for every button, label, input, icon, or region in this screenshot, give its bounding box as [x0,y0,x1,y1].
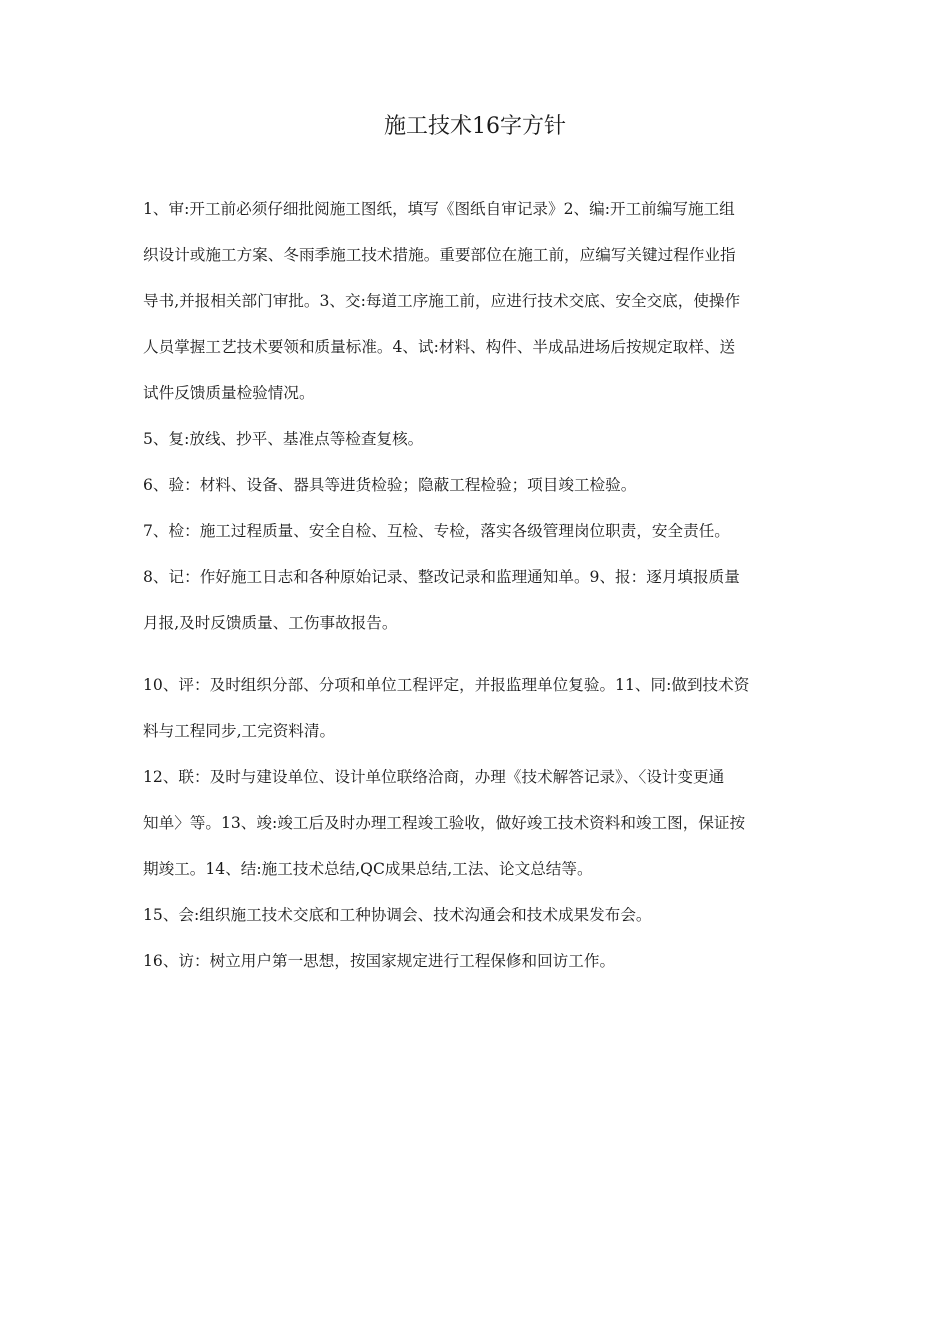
text-line: 试件反馈质量检验情况。 [143,384,315,402]
text-line: 12、联：及时与建设单位、设计单位联络洽商，办理《技术解答记录》、〈设计变更通 [143,768,725,786]
text-line: 6、验：材料、设备、器具等进货检验；隐蔽工程检验；项目竣工检验。 [143,476,637,494]
document-title: 施工技术16字方针 [384,114,566,139]
text-line: 16、访：树立用户第一思想，按国家规定进行工程保修和回访工作。 [143,952,616,970]
text-line: 月报,及时反馈质量、工伤事故报告。 [143,614,398,632]
text-line: 期竣工。14、结:施工技术总结,QC成果总结,工法、论文总结等。 [143,860,593,878]
text-line: 10、评：及时组织分部、分项和单位工程评定，并报监理单位复验。11、同:做到技术资 [143,676,750,694]
text-line: 料与工程同步,工完资料清。 [143,722,336,740]
text-line: 1、审:开工前必须仔细批阅施工图纸，填写《图纸自审记录》2、编:开工前编写施工组 [143,200,735,218]
text-line: 8、记：作好施工日志和各种原始记录、整改记录和监理通知单。9、报：逐月填报质量 [143,568,740,586]
text-line: 7、检：施工过程质量、安全自检、互检、专检，落实各级管理岗位职责，安全责任。 [143,522,730,540]
text-line: 导书,并报相关部门审批。3、交:每道工序施工前，应进行技术交底、安全交底，使操作 [143,292,741,310]
text-line: 15、会:组织施工技术交底和工种协调会、技术沟通会和技术成果发布会。 [143,906,652,924]
text-line: 5、复:放线、抄平、基准点等检查复核。 [143,430,424,448]
paragraph-gap [143,646,808,662]
text-line: 人员掌握工艺技术要领和质量标准。4、试:材料、构件、半成品进场后按规定取样、送 [143,338,736,356]
text-line: 织设计或施工方案、冬雨季施工技术措施。重要部位在施工前，应编写关键过程作业指 [143,246,736,264]
text-line: 知单〉等。13、竣:竣工后及时办理工程竣工验收，做好竣工技术资料和竣工图，保证按 [143,814,746,832]
document-body [143,186,808,984]
